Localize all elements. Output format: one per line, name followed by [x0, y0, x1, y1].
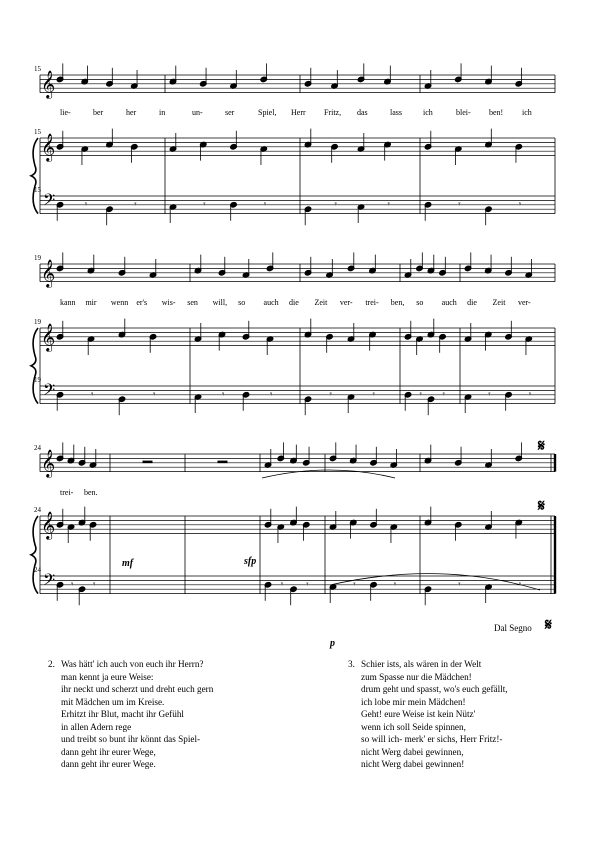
lyric-syllable: auch — [263, 298, 279, 307]
lyric-syllable: ber — [93, 108, 104, 117]
lyric-syllable: die — [467, 298, 477, 307]
lyric-syllable: mir — [85, 298, 97, 307]
lyric-syllable: her — [126, 108, 137, 117]
measure-number: 24 — [34, 566, 41, 574]
lyric-syllable: Spiel, — [258, 108, 277, 117]
eighth-rest: 𝄾 — [91, 390, 94, 400]
lyric-syllable: trei- — [60, 488, 74, 497]
eighth-rest: 𝄾 — [334, 200, 337, 210]
lyric-syllable: lie- — [60, 108, 71, 117]
lyric-syllable: wis- — [161, 298, 176, 307]
measure-number: 15 — [34, 186, 41, 194]
eighth-rest: 𝄾 — [93, 580, 96, 590]
verse-line: Was hätt' ich auch von euch ihr Herrn? — [61, 659, 204, 669]
eighth-rest: 𝄾 — [442, 390, 445, 400]
eighth-rest: 𝄾 — [263, 200, 267, 210]
lyric-syllable: die — [289, 298, 299, 307]
lyric-syllable: ver- — [518, 298, 531, 307]
lyric-syllable: Zeit — [492, 298, 506, 307]
treble-clef: 𝄞 — [41, 323, 56, 351]
lyric-syllable: ich — [423, 108, 433, 117]
eighth-rest: 𝄾 — [306, 580, 309, 590]
verse-line: Geht! eure Weise ist kein Nütz' — [361, 709, 476, 719]
lyric-syllable: trei- — [365, 298, 379, 307]
lyric-syllable: so — [416, 298, 424, 307]
eighth-rest: 𝄾 — [270, 390, 273, 400]
verse-line: zum Spasse nur die Mädchen! — [361, 671, 472, 682]
verse-line: nicht Werg dabei gewinnen! — [361, 759, 465, 769]
eighth-rest: 𝄾 — [488, 390, 491, 400]
lyric-syllable: Zeit — [314, 298, 328, 307]
bass-clef: 𝄢 — [43, 191, 56, 213]
lyric-syllable: das — [357, 108, 368, 117]
dal-segno-instruction: Dal Segno — [494, 623, 532, 633]
lyric-syllable: un- — [192, 108, 203, 117]
verse-line: Erhitzt ihr Blut, macht ihr Gefühl — [61, 709, 184, 719]
eighth-rest: 𝄾 — [419, 390, 422, 400]
verse-line: ich lobe mir mein Mädchen! — [361, 696, 466, 707]
lyric-syllable: ben, — [390, 298, 405, 307]
treble-clef: 𝄞 — [41, 70, 56, 98]
treble-clef: 𝄞 — [41, 259, 56, 287]
lyric-syllable: ver- — [339, 298, 353, 307]
verse-line: nicht Werg dabei gewinnen, — [361, 746, 464, 757]
measure-number: 19 — [34, 376, 41, 384]
lyric-syllable: blei- — [456, 108, 471, 117]
eighth-rest: 𝄾 — [71, 580, 74, 590]
measure-number: 19 — [34, 254, 41, 262]
eighth-rest: 𝄾 — [372, 390, 375, 400]
verse-number: 2. — [48, 659, 55, 669]
lyric-syllable: so — [238, 298, 246, 307]
piano-brace — [31, 516, 38, 594]
verse-3 — [348, 658, 508, 771]
eighth-rest: 𝄾 — [84, 200, 88, 210]
bass-clef: 𝄢 — [43, 571, 56, 593]
whole-rest — [218, 461, 228, 464]
segno-sign: 𝄋 — [538, 498, 545, 515]
segno-sign: 𝄋 — [538, 438, 545, 455]
whole-rest — [143, 461, 153, 464]
lyric-syllable: Fritz, — [324, 108, 342, 117]
treble-clef: 𝄞 — [41, 511, 56, 539]
verse-line: in allen Adern rege — [61, 721, 132, 732]
piano-brace — [31, 328, 38, 404]
verse-line: man kennt ja eure Weise: — [61, 671, 154, 682]
lyric-syllable: wenn — [110, 298, 129, 307]
verse-line: dann geht ihr eurer Wege, — [61, 746, 156, 757]
lyric-syllable: kann — [60, 298, 76, 307]
segno-sign: 𝄋 — [545, 617, 552, 634]
lyric-syllable: auch — [441, 298, 457, 307]
lyric-syllable: Herr — [291, 108, 306, 117]
phrase-slur — [262, 470, 395, 478]
dynamic-marking-mf: mf — [122, 558, 134, 569]
measure-number: 24 — [34, 444, 41, 452]
dynamic-marking-p: p — [330, 638, 335, 649]
measure-number: 19 — [34, 318, 41, 326]
verse-line: mit Mädchen um im Kreise. — [61, 696, 165, 707]
verse-2 — [48, 658, 214, 771]
verse-line: wenn ich soll Seide spinnen, — [361, 721, 466, 732]
eighth-rest: 𝄾 — [528, 390, 532, 400]
eighth-rest: 𝄾 — [518, 200, 522, 210]
eighth-rest: 𝄾 — [458, 200, 461, 210]
piano-brace — [31, 138, 38, 214]
lyric-syllable: will, — [212, 298, 228, 307]
verse-line: dann geht ihr eurer Wege. — [61, 759, 156, 769]
eighth-rest: 𝄾 — [280, 580, 284, 590]
verse-line: so will ich- merk' er sichs, Herr Fritz!- — [361, 734, 503, 744]
bass-clef: 𝄢 — [43, 381, 56, 403]
lyric-syllable: lass — [390, 108, 402, 117]
measure-number: 15 — [34, 65, 41, 73]
verse-line: Schier ists, als wären in der Welt — [361, 659, 482, 669]
lyric-syllable: sen — [187, 298, 198, 307]
eighth-rest: 𝄾 — [134, 200, 137, 210]
dynamic-marking-sfp: sfp — [244, 556, 257, 567]
lyric-syllable: ben. — [84, 488, 98, 497]
verse-line: ihr neckt und scherzt und dreht euch gern — [61, 684, 214, 694]
eighth-rest: 𝄾 — [329, 390, 332, 400]
eighth-rest: 𝄾 — [518, 580, 522, 590]
treble-clef: 𝄞 — [41, 449, 56, 477]
eighth-rest: 𝄾 — [353, 580, 356, 590]
eighth-rest: 𝄾 — [393, 580, 397, 590]
lyric-syllable: ser — [225, 108, 235, 117]
measure-number: 24 — [34, 506, 41, 514]
eighth-rest: 𝄾 — [203, 200, 206, 210]
verse-number: 3. — [348, 659, 355, 669]
measure-number: 15 — [34, 128, 41, 136]
treble-clef: 𝄞 — [41, 133, 56, 161]
eighth-rest: 𝄾 — [387, 200, 390, 210]
eighth-rest: 𝄾 — [153, 390, 156, 400]
lyric-syllable: ich — [522, 108, 532, 117]
lyric-syllable: ben! — [489, 108, 504, 117]
verse-line: und treibt so bunt ihr könnt das Spiel- — [61, 734, 201, 744]
lyric-syllable: er's — [136, 298, 148, 307]
lyric-syllable: in — [159, 108, 166, 117]
eighth-rest: 𝄾 — [222, 390, 225, 400]
eighth-rest: 𝄾 — [458, 580, 461, 590]
verse-line: drum geht und spasst, wo's euch gefällt, — [361, 684, 508, 694]
